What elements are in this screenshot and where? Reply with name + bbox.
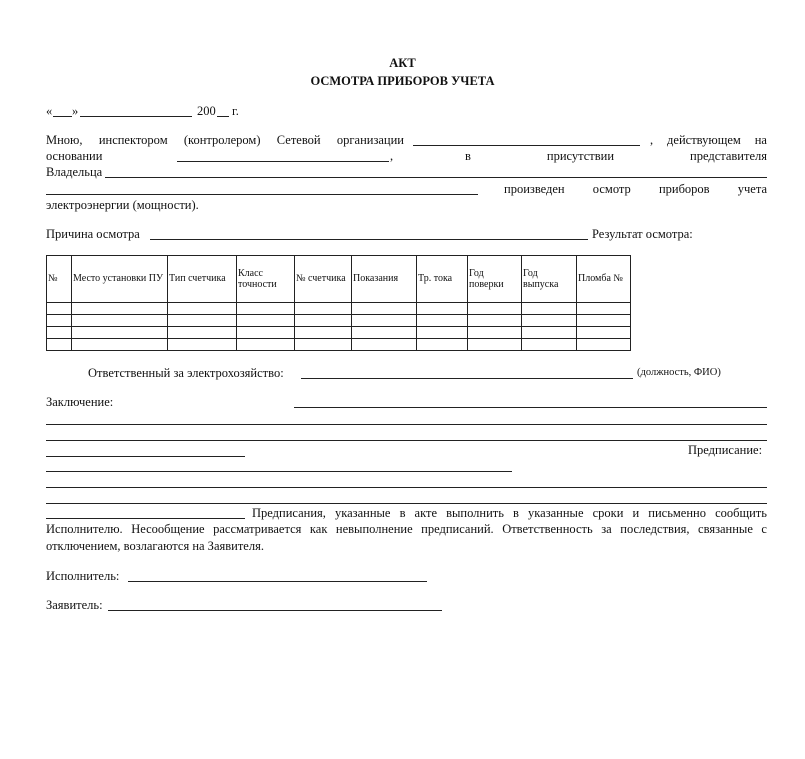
conclusion-blank-2[interactable] — [46, 424, 767, 425]
table-cell[interactable] — [468, 303, 522, 315]
prescription-blank-4[interactable] — [46, 518, 245, 519]
col-manufacture-year-header: Год выпуска — [522, 256, 577, 303]
table-row — [47, 315, 631, 327]
prescription-text-line1: Предписания, указанные в акте выполнить в указанные сроки и письменно сообщить — [252, 506, 767, 520]
table-cell[interactable] — [47, 315, 72, 327]
conclusion-blank-3[interactable] — [46, 440, 767, 441]
table-cell[interactable] — [522, 339, 577, 351]
responsible-hint: (должность, ФИО) — [637, 367, 721, 378]
reason-label: Причина осмотра — [46, 227, 140, 241]
date-close-quote: » — [72, 104, 79, 118]
owner-blank[interactable] — [105, 177, 767, 178]
intro-line5: электроэнергии (мощности). — [46, 198, 199, 212]
date-year-blank[interactable] — [217, 116, 229, 117]
table-cell[interactable] — [352, 327, 417, 339]
date-year-prefix: 200 — [197, 104, 216, 118]
table-header-row — [47, 256, 631, 303]
prescription-text-line2: Исполнителю. Несообщение рассматривается как невыполнение предписаний. Ответственность за последствия, связанные с — [46, 522, 767, 536]
col-number-header: № — [47, 256, 72, 303]
table-cell[interactable] — [72, 303, 168, 315]
applicant-signature-blank[interactable] — [108, 610, 442, 611]
table-cell[interactable] — [522, 327, 577, 339]
table-cell[interactable] — [47, 327, 72, 339]
conclusion-blank-1[interactable] — [294, 407, 767, 408]
prescription-blank-1[interactable] — [46, 471, 512, 472]
table-cell[interactable] — [522, 315, 577, 327]
col-seal-header: Пломба № — [577, 256, 631, 303]
intro-line4-tail: произведен осмотр приборов учета — [504, 182, 767, 196]
table-cell[interactable] — [168, 303, 237, 315]
meters-table — [46, 255, 631, 351]
table-cell[interactable] — [352, 315, 417, 327]
table-cell[interactable] — [352, 303, 417, 315]
intro-line1-tail: , действующем на — [650, 133, 767, 147]
table-cell[interactable] — [468, 339, 522, 351]
table-cell[interactable] — [72, 315, 168, 327]
executor-label: Исполнитель: — [46, 569, 120, 583]
table-row — [47, 303, 631, 315]
document-subtitle: ОСМОТРА ПРИБОРОВ УЧЕТА — [310, 74, 495, 88]
executor-signature-blank[interactable] — [128, 581, 427, 582]
col-meter-type-header: Тип счетчика — [168, 256, 237, 303]
prescription-blank-2[interactable] — [46, 487, 767, 488]
responsible-label: Ответственный за электрохозяйство: — [88, 366, 284, 380]
table-cell[interactable] — [577, 303, 631, 315]
table-cell[interactable] — [237, 327, 295, 339]
reason-blank[interactable] — [150, 239, 588, 240]
applicant-label: Заявитель: — [46, 598, 103, 612]
table-cell[interactable] — [168, 327, 237, 339]
table-cell[interactable] — [72, 327, 168, 339]
date-open-quote: « — [46, 104, 53, 118]
intro-comma: , — [390, 149, 394, 163]
prescription-text-line3: отключением, возлагаются на Заявителя. — [46, 539, 264, 553]
table-cell[interactable] — [47, 339, 72, 351]
col-accuracy-header: Класс точности — [237, 256, 295, 303]
col-readings-header: Показания — [352, 256, 417, 303]
date-month-blank[interactable] — [80, 116, 192, 117]
date-suffix: г. — [232, 104, 239, 118]
responsible-blank[interactable] — [301, 378, 633, 379]
intro-line1: Мною, инспектором (контролером) Сетевой организации — [46, 133, 404, 147]
table-cell[interactable] — [237, 339, 295, 351]
col-location-header: Место установки ПУ — [72, 256, 168, 303]
table-cell[interactable] — [168, 339, 237, 351]
table-cell[interactable] — [417, 327, 468, 339]
table-cell[interactable] — [237, 303, 295, 315]
table-cell[interactable] — [417, 303, 468, 315]
table-cell[interactable] — [577, 327, 631, 339]
table-cell[interactable] — [352, 339, 417, 351]
intro-basis-label: основании — [46, 149, 103, 163]
table-cell[interactable] — [295, 315, 352, 327]
prescription-label: Предписание: — [688, 443, 763, 457]
table-cell[interactable] — [468, 327, 522, 339]
owner-blank-continued[interactable] — [46, 194, 478, 195]
table-cell[interactable] — [237, 315, 295, 327]
basis-blank[interactable] — [177, 161, 389, 162]
col-meter-number-header: № счетчика — [295, 256, 352, 303]
table-cell[interactable] — [47, 303, 72, 315]
table-cell[interactable] — [72, 339, 168, 351]
table-cell[interactable] — [522, 303, 577, 315]
intro-line2-tail: в присутствии представителя — [465, 149, 767, 163]
result-label: Результат осмотра: — [592, 227, 693, 241]
table-cell[interactable] — [417, 339, 468, 351]
table-row — [47, 339, 631, 351]
conclusion-blank-4[interactable] — [46, 456, 245, 457]
prescription-blank-3[interactable] — [46, 503, 767, 504]
col-ct-header: Тр. тока — [417, 256, 468, 303]
table-cell[interactable] — [577, 339, 631, 351]
table-cell[interactable] — [295, 303, 352, 315]
table-cell[interactable] — [468, 315, 522, 327]
table-cell[interactable] — [295, 327, 352, 339]
conclusion-label: Заключение: — [46, 395, 114, 409]
table-cell[interactable] — [168, 315, 237, 327]
col-verification-year-header: Год поверки — [468, 256, 522, 303]
table-cell[interactable] — [295, 339, 352, 351]
table-cell[interactable] — [417, 315, 468, 327]
table-row — [47, 327, 631, 339]
intro-owner-label: Владельца — [46, 165, 103, 179]
document-title: АКТ — [389, 56, 416, 70]
date-day-blank[interactable] — [53, 116, 72, 117]
organization-blank[interactable] — [413, 145, 640, 146]
table-cell[interactable] — [577, 315, 631, 327]
